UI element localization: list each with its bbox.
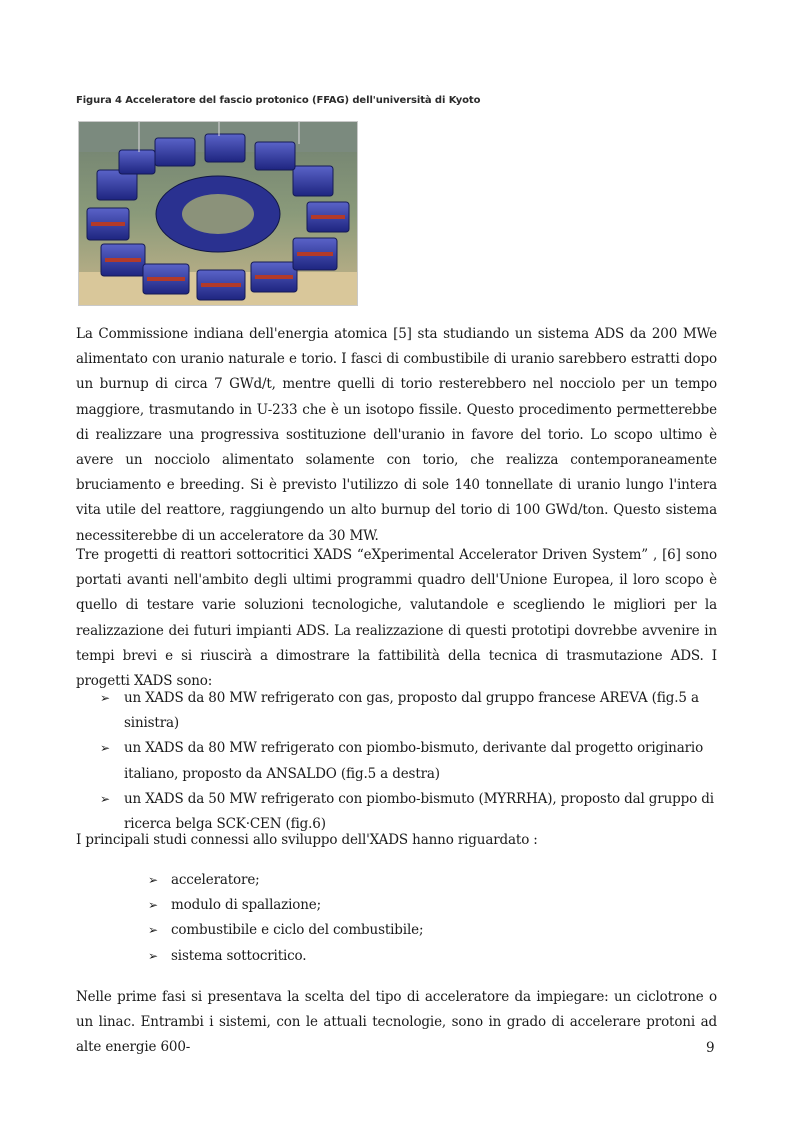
arrow-bullet-icon: ➢ <box>148 898 158 913</box>
accelerator-photo <box>78 121 358 306</box>
list-item: ➢ modulo di spallazione; <box>171 893 571 918</box>
list-item: ➢ acceleratore; <box>171 868 571 893</box>
figure-caption: Figura 4 Acceleratore del fascio protonico (FFAG) dell'università di Kyoto <box>76 95 481 106</box>
list-item: ➢ un XADS da 80 MW refrigerato con gas, proposto dal gruppo francese AREVA (fig.5 a sinistra) <box>124 686 718 736</box>
page-number: 9 <box>706 1040 715 1056</box>
arrow-bullet-icon: ➢ <box>100 791 110 806</box>
xads-project-list <box>100 686 718 837</box>
arrow-bullet-icon: ➢ <box>148 923 158 938</box>
arrow-bullet-icon: ➢ <box>148 873 158 887</box>
list-item: ➢ un XADS da 50 MW refrigerato con piombo-bismuto (MYRRHA), proposto dal gruppo di ricerca belga SCK·CEN (fig.6) <box>124 787 718 837</box>
paragraph-studies-intro: I principali studi connessi allo sviluppo dell'XADS hanno riguardato : <box>76 832 538 848</box>
list-item: ➢ combustibile e ciclo del combustibile; <box>171 918 571 943</box>
paragraph-xads-projects: Tre progetti di reattori sottocritici XADS “eXperimental Accelerator Driven System” , [6] sono portati avanti nell'ambito degli ultimi programmi quadro dell'Unione Europea, il loro scopo è quello di testare varie soluzioni tecnologiche, valutandole e scegliendo le migliori per la realizzazione dei futuri impianti ADS. La realizzazione di questi prototipi dovrebbe avvenire in tempi brevi e si riuscirà a dimostrare la fattibilità della tecnica di trasmutazione ADS. I progetti XADS sono: <box>76 547 717 690</box>
arrow-bullet-icon: ➢ <box>148 948 158 963</box>
study-topic-list <box>148 868 571 969</box>
list-item: ➢ sistema sottocritico. <box>171 944 571 969</box>
paragraph-indian-ads: La Commissione indiana dell'energia atomica [5] sta studiando un sistema ADS da 200 MWe alimentato con uranio naturale e torio. I fasci di combustibile di uranio sarebbero estratti dopo un burnup di circa 7 GWd/t, mentre quelli di torio resterebbero nel nocciolo per un tempo maggiore, trasmutando in U-233 che è un isotopo fissile. Questo procedimento permetterebbe di realizzare una progressiva sostituzione dell'uranio in favore del torio. Lo scopo ultimo è avere un nocciolo alimentato solamente con torio, che realizza contemporaneamente bruciamento e breeding. Si è previsto l'utilizzo di sole 140 tonnellate di uranio lungo l'intera vita utile del reattore, raggiungendo un alto burnup del torio di 100 GWd/ton. Questo sistema necessiterebbe di un acceleratore da 30 MW. <box>76 326 717 544</box>
list-item: ➢ un XADS da 80 MW refrigerato con piombo-bismuto, derivante dal progetto originario italiano, proposto da ANSALDO (fig.5 a destra) <box>124 736 718 786</box>
arrow-bullet-icon: ➢ <box>100 741 110 756</box>
arrow-bullet-icon: ➢ <box>100 691 110 705</box>
paragraph-accelerator-choice: Nelle prime fasi si presentava la scelta del tipo di acceleratore da impiegare: un ciclotrone o un linac. Entrambi i sistemi, con le attuali tecnologie, sono in grado di accelerare protoni ad alte energie 600- <box>76 989 717 1056</box>
